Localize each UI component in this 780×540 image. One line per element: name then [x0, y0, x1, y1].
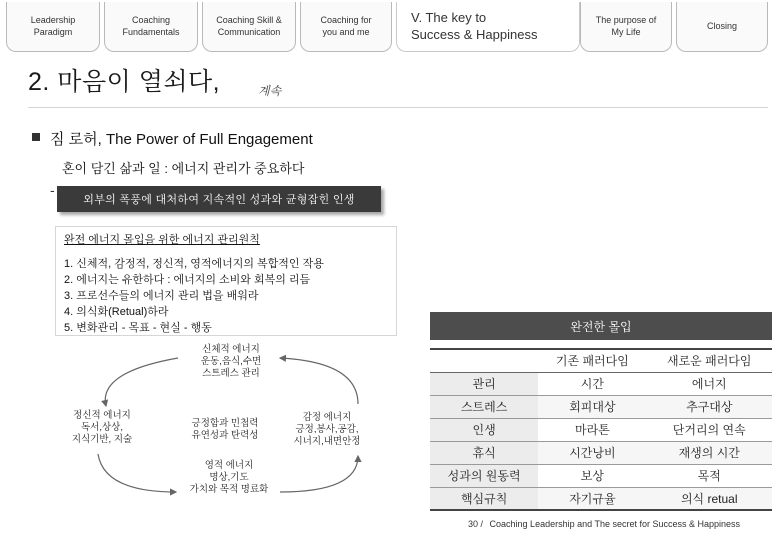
table-header-row: [430, 349, 772, 372]
nav-tab-coaching-for-you[interactable]: Coaching for you and me: [300, 2, 392, 52]
table-cell: 스트레스: [430, 395, 538, 418]
nav-tab-closing[interactable]: Closing: [676, 2, 768, 52]
table-cell: 관리: [430, 372, 538, 395]
table-row: [430, 464, 772, 487]
table-cell: 인생: [430, 418, 538, 441]
title-divider: [28, 107, 768, 108]
principles-title: 완전 에너지 몰입을 위한 에너지 관리원칙: [64, 234, 260, 246]
table-cell: 회피대상: [538, 395, 646, 418]
table-cell: 성과의 원동력: [430, 464, 538, 487]
principle-item: 5. 변화관리 - 목표 - 현실 - 행동: [64, 322, 212, 334]
nav-tab-key-to-success[interactable]: V. The key to Success & Happiness: [396, 2, 580, 52]
table-cell: 자기규율: [538, 487, 646, 510]
table-cell: 보상: [538, 464, 646, 487]
slide-footer: [468, 519, 740, 529]
table-row: [430, 441, 772, 464]
table-header: 새로운 패러다임: [647, 349, 773, 372]
principles-box: [55, 226, 397, 336]
table-cell: 단거리의 연속: [647, 418, 773, 441]
bullet-square-icon: [32, 133, 40, 141]
full-engagement-bar: 완전한 몰입: [430, 312, 772, 340]
principle-item: 3. 프로선수들의 에너지 관리 법을 배워라: [64, 290, 259, 302]
table-cell: 시간낭비: [538, 441, 646, 464]
engagement-center-label: 긍정함과 민첩력 유연성과 탄력성: [191, 418, 259, 441]
section-subheading: 혼이 담긴 삶과 일 : 에너지 관리가 중요하다: [62, 161, 305, 176]
table-cell: 휴식: [430, 441, 538, 464]
table-cell: 재생의 시간: [647, 441, 773, 464]
mental-energy-label: 정신적 에너지 독서,상상, 지식기반, 지술: [71, 410, 133, 445]
table-header: [430, 349, 538, 372]
page-title-suffix: 계속: [258, 84, 282, 98]
goal-banner: 외부의 폭풍에 대처하여 지속적인 성과와 균형잡힌 인생: [57, 186, 381, 212]
spiritual-energy-label: 영적 에너지 명상,기도 가치와 목적 명료화: [189, 460, 269, 495]
page-number: 30 /: [468, 519, 484, 529]
table-cell: 에너지: [647, 372, 773, 395]
paradigm-comparison-table: [430, 348, 772, 511]
table-cell: 의식 retual: [647, 487, 773, 510]
table-header: 기존 패러다임: [538, 349, 646, 372]
table-cell: 추구대상: [647, 395, 773, 418]
table-cell: 핵심규칙: [430, 487, 538, 510]
footer-text: Coaching Leadership and The secret for Success & Happiness: [489, 519, 741, 529]
nav-tab-purpose-of-life[interactable]: The purpose of My Life: [580, 2, 672, 52]
table-cell: 시간: [538, 372, 646, 395]
emotional-energy-label: 감정 에너지 긍정,봉사,공감, 시너지,내면안정: [293, 412, 361, 447]
page-title: 2. 마음이 열쇠다,: [28, 68, 221, 96]
table-row: [430, 372, 772, 395]
nav-tab-coaching-skill[interactable]: Coaching Skill & Communication: [202, 2, 296, 52]
principle-item: 1. 신체적, 감정적, 정신적, 영적에너지의 복합적인 작용: [64, 258, 324, 270]
principle-item: 4. 의식화(Retual)하라: [64, 306, 169, 318]
physical-energy-label: 신체적 에너지 운동,음식,수면 스트레스 관리: [200, 344, 262, 379]
table-cell: 목적: [647, 464, 773, 487]
table-row: [430, 395, 772, 418]
energy-diagram: [58, 342, 400, 502]
nav-tab-coaching-fundamentals[interactable]: Coaching Fundamentals: [104, 2, 198, 52]
table-row: [430, 487, 772, 510]
dash-marker: -: [50, 182, 55, 198]
section-heading: 짐 로허, The Power of Full Engagement: [50, 131, 313, 148]
nav-tab-leadership-paradigm[interactable]: Leadership Paradigm: [6, 2, 100, 52]
table-cell: 마라톤: [538, 418, 646, 441]
table-row: [430, 418, 772, 441]
principle-item: 2. 에너지는 유한하다 : 에너지의 소비와 회복의 리듬: [64, 274, 311, 286]
